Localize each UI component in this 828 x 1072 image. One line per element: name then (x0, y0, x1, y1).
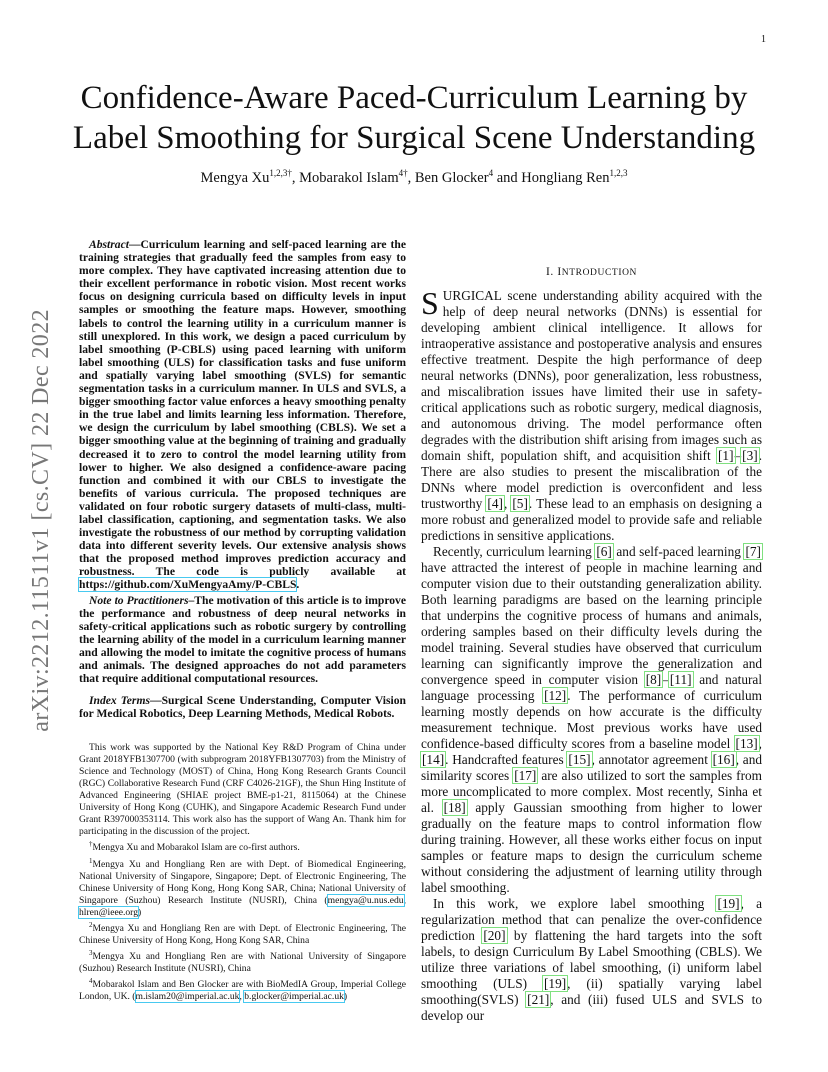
citation-link[interactable]: [11] (669, 672, 692, 687)
index-terms-text: —Surgical Scene Understanding, Computer Vision for Medical Robotics, Deep Learning Methods, Medical Robots. (79, 694, 406, 721)
author-name: Hongliang Ren (521, 169, 610, 186)
paragraph-text: . Handcrafted features (445, 752, 564, 767)
paragraph-text: In this work, we explore label smoothing (433, 896, 705, 911)
left-column (79, 238, 406, 1003)
citation-link[interactable]: [7] (745, 544, 761, 559)
practitioners-label: Note to Practitioners (89, 593, 189, 607)
citation-link[interactable]: [15] (568, 752, 591, 767)
footnote-affiliation-4: $^4$Mobarakol Islam and Ben Glocker are with BioMedIA Group, Imperial College London, UK. (m.islam20@imperial.ac.uk, b.glocker@imperial.ac.uk) (79, 977, 406, 1003)
paragraph-text: , a regularization method that can penalize the over-confidence prediction (421, 896, 762, 943)
author-conjunction: and (496, 169, 518, 186)
intro-paragraph-3 (421, 896, 762, 1024)
paragraph-text: , (ii) spatially varying label smoothing(SVLS) (421, 976, 762, 1007)
paragraph-text: Recently, curriculum learning (433, 544, 592, 559)
citation-comma: , (503, 496, 508, 511)
intro-paragraph-2 (421, 544, 762, 896)
abstract-text: Curriculum learning and self-paced learning are the training strategies that gradually feed the samples from easy to more complex. They have captivated increasing attention due to their excellent performance in robotic vision. Most recent works focus on designing curricula based on difficulty levels in input samples or smoothing the feature maps. However, smoothing labels to control the learning utility in a curriculum manner is still unexplored. In this work, we design a paced curriculum by label smoothing (P-CBLS) using paced learning with uniform label smoothing (ULS) for classification tasks and fuse uniform and spatially varying label smoothing (SVLS) for semantic segmentation tasks in a curriculum manner. In ULS and SVLS, a bigger smoothing factor value enforces a heavy smoothing penalty in the true label and limits learning less information. Therefore, we design the curriculum by label smoothing (CBLS). We set a bigger smoothing value at the beginning of training and gradually decreased it to zero to control the model learning utility from lower to higher. We also designed a confidence-aware pacing function and combined it with our CBLS to investigate the benefits of various curricula. The proposed techniques are validated on four robotic surgery datasets of multi-class, multi-label classification, captioning, and segmentation tasks. We also investigate the robustness of our method by corrupting validation data into different severity levels. Our extensive analysis shows that the proposed method improves prediction accuracy and robustness. The code is publicly available at (79, 238, 406, 579)
author-list: Mengya $Xu^{1,2,3\dagger}$, Mobarakol Islam$^{4\dagger}$, Ben Glocker$^4$ and Hongliang Ren$^{1,2,3}$ (200, 168, 628, 186)
footnote-mark: 2 (89, 920, 93, 929)
footnote-affiliation-2 (79, 919, 406, 947)
citation-link[interactable]: [6] (596, 544, 612, 559)
footnote-cofirst (79, 838, 406, 854)
author-affiliation: 1,2,3† (269, 168, 292, 178)
citation-dash: – (662, 672, 669, 687)
citation-link[interactable]: [20] (483, 928, 506, 943)
footnote-mark: 1 (89, 856, 93, 865)
title-line-2: Label Smoothing for Surgical Scene Understanding (72, 120, 756, 156)
index-terms-label: Index Terms (89, 694, 150, 708)
arxiv-stamp (24, 282, 58, 758)
citation-link[interactable]: [1] (718, 448, 734, 463)
footnote-mark: † (89, 840, 93, 849)
section-title-initial: I (557, 266, 562, 278)
paper-title (60, 78, 768, 158)
drop-cap: S (421, 285, 439, 321)
paragraph-text: . The performance of curriculum learning mostly depends on how accurate is the difficulty measurement technique. Most previous works have used confidence-based difficulty scores from a baseline model (421, 688, 762, 751)
citation-comma: , (758, 736, 762, 751)
footnote-text: Mengya Xu and Mobarakol Islam are co-first authors. (92, 842, 300, 854)
code-link[interactable]: https://github.com/XuMengyaAmy/P-CBLS (79, 578, 297, 592)
footnote-text: Mengya Xu and Hongliang Ren are with Dept. of Electronic Engineering, The Chinese University of Hong Kong, Hong Kong SAR, China (79, 922, 406, 946)
abstract-end: . (296, 578, 300, 592)
footnote-text: Mengya Xu and Hongliang Ren are with Dept. of Biomedical Engineering, National University of Singapore, Singapore; Dept. of Electronic Engineering, The Chinese University of Hong Kong, Hong Kong SAR, China; National University of Singapore (Suzhou) Research Institute (NUSRI), China (79, 858, 406, 906)
author-name: Ben Glocker (414, 169, 489, 186)
abstract-dash: — (128, 238, 141, 251)
paragraph-text: URGICAL scene understanding ability acquired with the help of deep neural networks (DNNs) is essential for developing ambient clinical intelligence. It allows for intraoperative assistance and postoperative analysis and ensures effective treatment. Despite the high performance of deep neural networks (DNNs), poor generalization, less robustness, and miscalibration issues have limited their use in safety-critical applications such as robotic surgery, medical diagnosis, and autonomous driving. The model performance often degrades with the distribution shift arising from images such as domain shift, population shift, and acquisition shift (421, 288, 762, 463)
paragraph-text: have attracted the interest of people in machine learning and computer vision due to their outstanding generalization ability. Both learning paradigms are based on the learning principle that underpins the cognitive process of humans and animals, ordering samples based on their difficulty levels during the model training. Several studies have observed that curriculum learning can significantly improve the generalization and convergence speed in computer vision (421, 560, 762, 687)
email-link[interactable]: mengya@u.nus.edu (327, 894, 404, 906)
citation-link[interactable]: [14] (422, 752, 445, 767)
section-heading (421, 266, 762, 278)
paragraph-text: apply Gaussian smoothing from higher to lower gradually on the feature maps to control information flow during training. However, all these works either focus on input samples or feature maps to design the curriculum scheme without considering the adjustment of learning utility through label smoothing. (421, 800, 763, 895)
citation-link[interactable]: [4] (487, 496, 503, 511)
footnote-affiliation-1: $^1$Mengya Xu and Hongliang Ren are with Dept. of Biomedical Engineering, National University of Singapore, Singapore; Dept. of Electronic Engineering, The Chinese University of Hong Kong, Hong Kong SAR, China; National University of Singapore (Suzhou) Research Institute (NUSRI), China (mengya@u.nus.edu, hlren@ieee.org) (79, 856, 407, 918)
citation-link[interactable]: [17] (514, 768, 537, 783)
intro-paragraph-1 (421, 285, 763, 544)
right-column (421, 266, 762, 1024)
author-name: Mobarakol Islam (299, 169, 399, 186)
email-link[interactable]: b.glocker@imperial.ac.uk (244, 991, 344, 1003)
citation-link[interactable]: [21] (527, 992, 550, 1007)
page-number: 1 (761, 34, 766, 45)
citation-link[interactable]: [16] (712, 752, 735, 767)
paragraph-text: , and (iii) fused ULS and SVLS to develop our (421, 992, 762, 1023)
footnote-mark: 3 (89, 948, 93, 957)
citation-link[interactable]: [8] (645, 672, 662, 687)
author-affiliation: 4 (488, 168, 494, 178)
citation-link[interactable]: [3] (742, 448, 758, 463)
email-link[interactable]: hlren@ieee.org (79, 906, 139, 918)
author-name: Mengya Xu (200, 169, 270, 186)
author-affiliation: 4† (398, 168, 408, 178)
arxiv-stamp-text: arXiv:2212.11511v1 [cs.CV] 22 Dec 2022 (27, 308, 54, 732)
citation-link[interactable]: [5] (512, 496, 528, 511)
note-to-practitioners (79, 594, 406, 686)
practitioners-text: –The motivation of this article is to improve the performance and robustness of deep neural networks in safety-critical applications such as robotic surgery by controlling the learning ability of the model in a curriculum learning manner and allowing the model to imitate the cognitive process of humans and animals. The designed approaches do not add parameters that require additional computational resources. (79, 593, 407, 686)
abstract-label: Abstract (89, 238, 129, 251)
abstract (79, 238, 406, 592)
section-title-rest: NTRODUCTION (561, 268, 638, 278)
footnote-text: Mobarakol Islam and Ben Glocker are with BioMedIA Group, Imperial College London, UK. (79, 979, 406, 1003)
footnote-mark: 4 (89, 977, 93, 986)
title-line-1: Confidence-Aware Paced-Curriculum Learning by (80, 80, 748, 116)
citation-link[interactable]: [13] (735, 736, 758, 751)
footnote-affiliation-3 (79, 947, 406, 975)
author-affiliation: 1,2,3 (609, 168, 628, 178)
paragraph-text: . These lead to an emphasis on designing a more robust and generalized model to provide safe and reliable predictions in sensitive applications. (421, 496, 762, 543)
paragraph-text: and self-paced learning (616, 544, 741, 559)
paragraph-text: . There are also studies to present the miscalibration of the DNNs where model prediction is overconfident and less trustworthy (421, 448, 763, 511)
citation-link[interactable]: [18] (443, 800, 466, 815)
footnote-text: Mengya Xu and Hongliang Ren are with National University of Singapore (Suzhou) Research Institute (NUSRI), China (79, 951, 406, 975)
paragraph-text: and natural language processing (421, 672, 763, 703)
citation-link[interactable]: [12] (544, 688, 567, 703)
email-link[interactable]: m.islam20@imperial.ac.uk (135, 991, 240, 1003)
citation-dash: – (734, 448, 742, 463)
footnote-funding: This work was supported by the National Key R&D Program of China under Grant 2018YFB1307700 (with subprogram 2018YFB1307703) from the Ministry of Science and Technology (MOST) of China, Hong Kong Research Grants Council (RGC) Collaborative Research Fund (CRF C4026-21GF), the Shun Hing Institute of Advanced Engineering (SHIAE project BME-p1-21, 8115064) at the Chinese University of Hong Kong (CUHK), and Singapore Academic Research Fund under Grant R397000353114. This work also has the support of Wang An. Thank him for participating in the discussion of the project. (79, 742, 406, 838)
footnotes (79, 742, 406, 1003)
paragraph-text: by flattening the hard targets into the soft labels, to design Curriculum By Label Smoothing (CBLS). We utilize three variations of label smoothing, (i) uniform label smoothing (ULS) (421, 928, 762, 991)
paragraph-text: , and similarity scores (421, 752, 762, 783)
citation-link[interactable]: [19] (544, 976, 567, 991)
paragraph-text: are also utilized to sort the samples from more uncomplicated to more complex. Most recently, Sinha et al. (421, 768, 762, 815)
index-terms (79, 694, 406, 720)
paragraph-text: , annotator agreement (591, 752, 708, 767)
section-number: I. (545, 266, 554, 278)
citation-link[interactable]: [19] (717, 896, 740, 911)
